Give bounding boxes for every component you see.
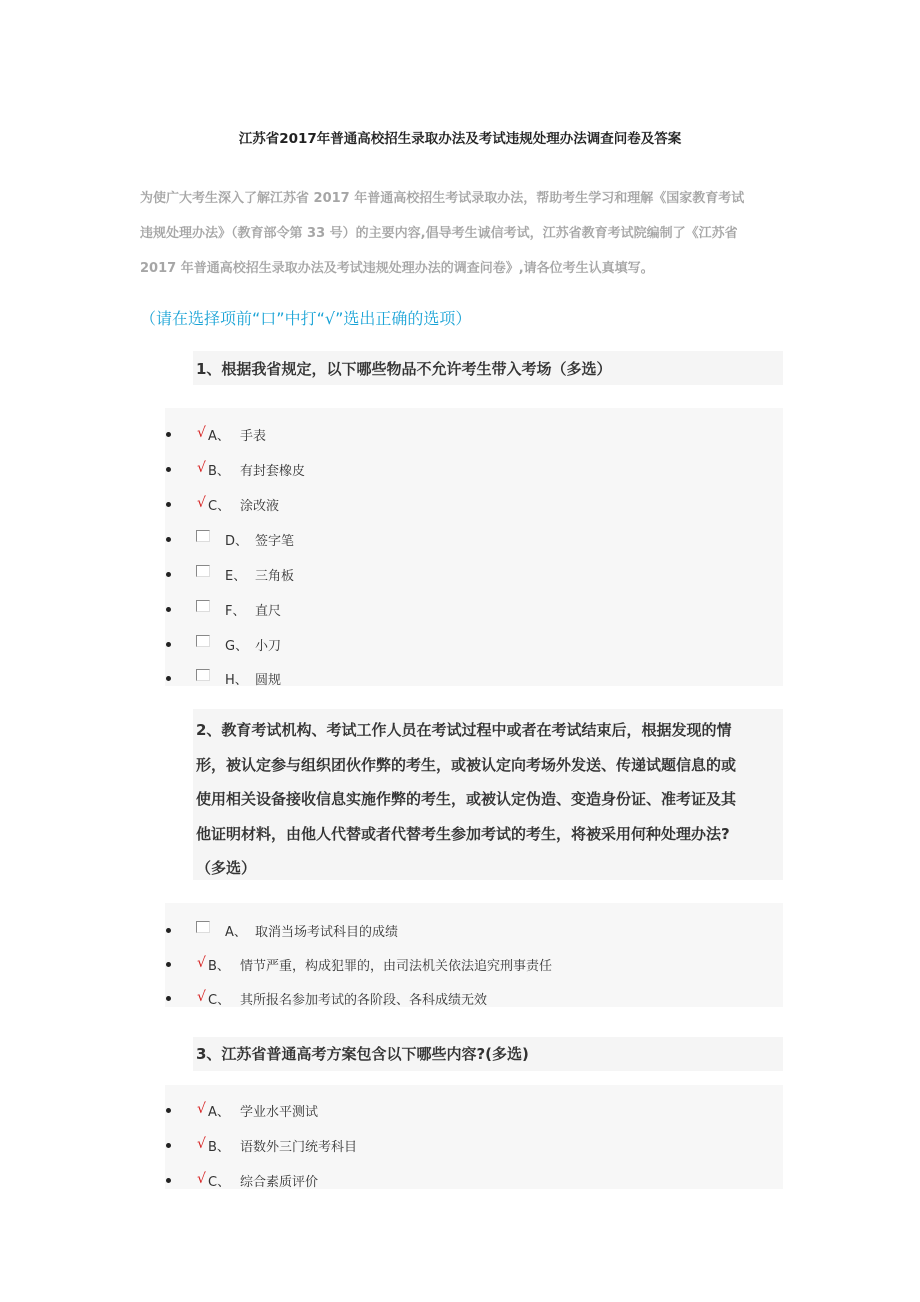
check-mark-icon: √ — [197, 1171, 206, 1187]
option-1g[interactable] — [165, 634, 783, 656]
option-text: 涂改液 — [240, 499, 280, 514]
option-2b[interactable] — [165, 954, 783, 976]
bullet-icon — [166, 1143, 171, 1148]
checkbox-icon[interactable] — [196, 600, 210, 612]
check-mark-icon: √ — [197, 989, 206, 1005]
check-mark-icon: √ — [197, 955, 206, 971]
option-letter: D、 — [225, 534, 249, 549]
option-letter: C、 — [208, 993, 231, 1008]
option-text: 语数外三门统考科目 — [240, 1140, 358, 1155]
question-1-text: 1、根据我省规定，以下哪些物品不允许考生带入考场（多选） — [196, 360, 612, 378]
option-1f[interactable] — [165, 599, 783, 621]
check-mark-icon: √ — [197, 495, 206, 511]
bullet-icon — [166, 502, 171, 507]
option-letter: A、 — [225, 925, 247, 940]
option-text: 圆规 — [255, 673, 282, 688]
option-1e[interactable] — [165, 564, 783, 586]
question-3-text: 3、江苏省普通高考方案包含以下哪些内容?(多选) — [196, 1045, 529, 1063]
instruction-text: （请在选择项前“口”中打“√”选出正确的选项） — [140, 309, 472, 328]
question-3-options — [165, 1085, 783, 1189]
option-text: 情节严重，构成犯罪的，由司法机关依法追究刑事责任 — [240, 959, 553, 974]
option-letter: H、 — [225, 673, 248, 688]
check-mark-icon: √ — [197, 1136, 206, 1152]
question-1 — [193, 351, 783, 385]
bullet-icon — [166, 1178, 171, 1183]
option-text: 直尺 — [255, 604, 282, 619]
option-3c[interactable] — [165, 1170, 783, 1192]
question-2-line: 他证明材料，由他人代替或者代替考生参加考试的考生，将被采用何种处理办法? — [196, 824, 730, 843]
intro-paragraph — [140, 181, 785, 286]
check-mark-icon: √ — [197, 1101, 206, 1117]
option-1a[interactable] — [165, 424, 783, 446]
option-text: 其所报名参加考试的各阶段、各科成绩无效 — [240, 993, 488, 1008]
checkbox-icon[interactable] — [196, 669, 210, 681]
bullet-icon — [166, 537, 171, 542]
checkbox-icon[interactable] — [196, 635, 210, 647]
bullet-icon — [166, 928, 171, 933]
option-1b[interactable] — [165, 459, 783, 481]
intro-line: 为使广大考生深入了解江苏省 2017 年普通高校招生考试录取办法，帮助考生学习和理解《国家教育考试 — [140, 191, 745, 206]
option-text: 三角板 — [255, 569, 295, 584]
question-2-line: 2、教育考试机构、考试工作人员在考试过程中或者在考试结束后，根据发现的情 — [196, 721, 732, 739]
option-letter: B、 — [208, 1140, 230, 1155]
question-2-line: （多选） — [196, 859, 257, 877]
option-text: 取消当场考试科目的成绩 — [255, 925, 399, 940]
option-letter: B、 — [208, 959, 230, 974]
option-letter: F、 — [225, 604, 246, 619]
option-3a[interactable] — [165, 1100, 783, 1122]
option-letter: C、 — [208, 1175, 231, 1190]
question-2 — [193, 709, 783, 880]
bullet-icon — [166, 467, 171, 472]
question-1-options — [165, 408, 783, 686]
checkbox-icon[interactable] — [196, 565, 210, 577]
check-mark-icon: √ — [197, 460, 206, 476]
option-text: 综合素质评价 — [240, 1175, 319, 1190]
option-letter: E、 — [225, 569, 247, 584]
question-2-line: 形，被认定参与组织团伙作弊的考生，或被认定向考场外发送、传递试题信息的或 — [196, 755, 737, 774]
page-title: 江苏省2017年普通高校招生录取办法及考试违规处理办法调查问卷及答案 — [238, 131, 682, 147]
option-1c[interactable] — [165, 494, 783, 516]
option-2a[interactable] — [165, 920, 783, 942]
question-2-options — [165, 903, 783, 1007]
option-letter: B、 — [208, 464, 230, 479]
bullet-icon — [166, 996, 171, 1001]
option-text: 小刀 — [255, 639, 282, 654]
checkbox-icon[interactable] — [196, 530, 210, 542]
option-letter: G、 — [225, 639, 249, 654]
option-1d[interactable] — [165, 529, 783, 551]
option-text: 手表 — [240, 429, 267, 444]
option-text: 有封套橡皮 — [240, 464, 306, 479]
question-2-line: 使用相关设备接收信息实施作弊的考生，或被认定伪造、变造身份证、准考证及其 — [196, 790, 737, 808]
option-letter: A、 — [208, 1105, 230, 1120]
option-letter: A、 — [208, 429, 230, 444]
bullet-icon — [166, 676, 171, 681]
option-letter: C、 — [208, 499, 231, 514]
checkbox-icon[interactable] — [196, 921, 210, 933]
intro-line: 违规处理办法》（教育部令第 33 号）的主要内容,倡导考生诚信考试，江苏省教育考试院编制了《江苏省 — [140, 226, 738, 241]
question-3 — [193, 1037, 783, 1071]
bullet-icon — [166, 642, 171, 647]
option-text: 签字笔 — [255, 534, 295, 549]
bullet-icon — [166, 962, 171, 967]
bullet-icon — [166, 607, 171, 612]
check-mark-icon: √ — [197, 425, 206, 441]
option-3b[interactable] — [165, 1135, 783, 1157]
option-2c[interactable] — [165, 988, 783, 1010]
bullet-icon — [166, 1108, 171, 1113]
option-text: 学业水平测试 — [240, 1105, 319, 1120]
bullet-icon — [166, 432, 171, 437]
option-1h[interactable] — [165, 668, 783, 690]
bullet-icon — [166, 572, 171, 577]
intro-line: 2017 年普通高校招生录取办法及考试违规处理办法的调查问卷》,请各位考生认真填写。 — [140, 261, 654, 276]
